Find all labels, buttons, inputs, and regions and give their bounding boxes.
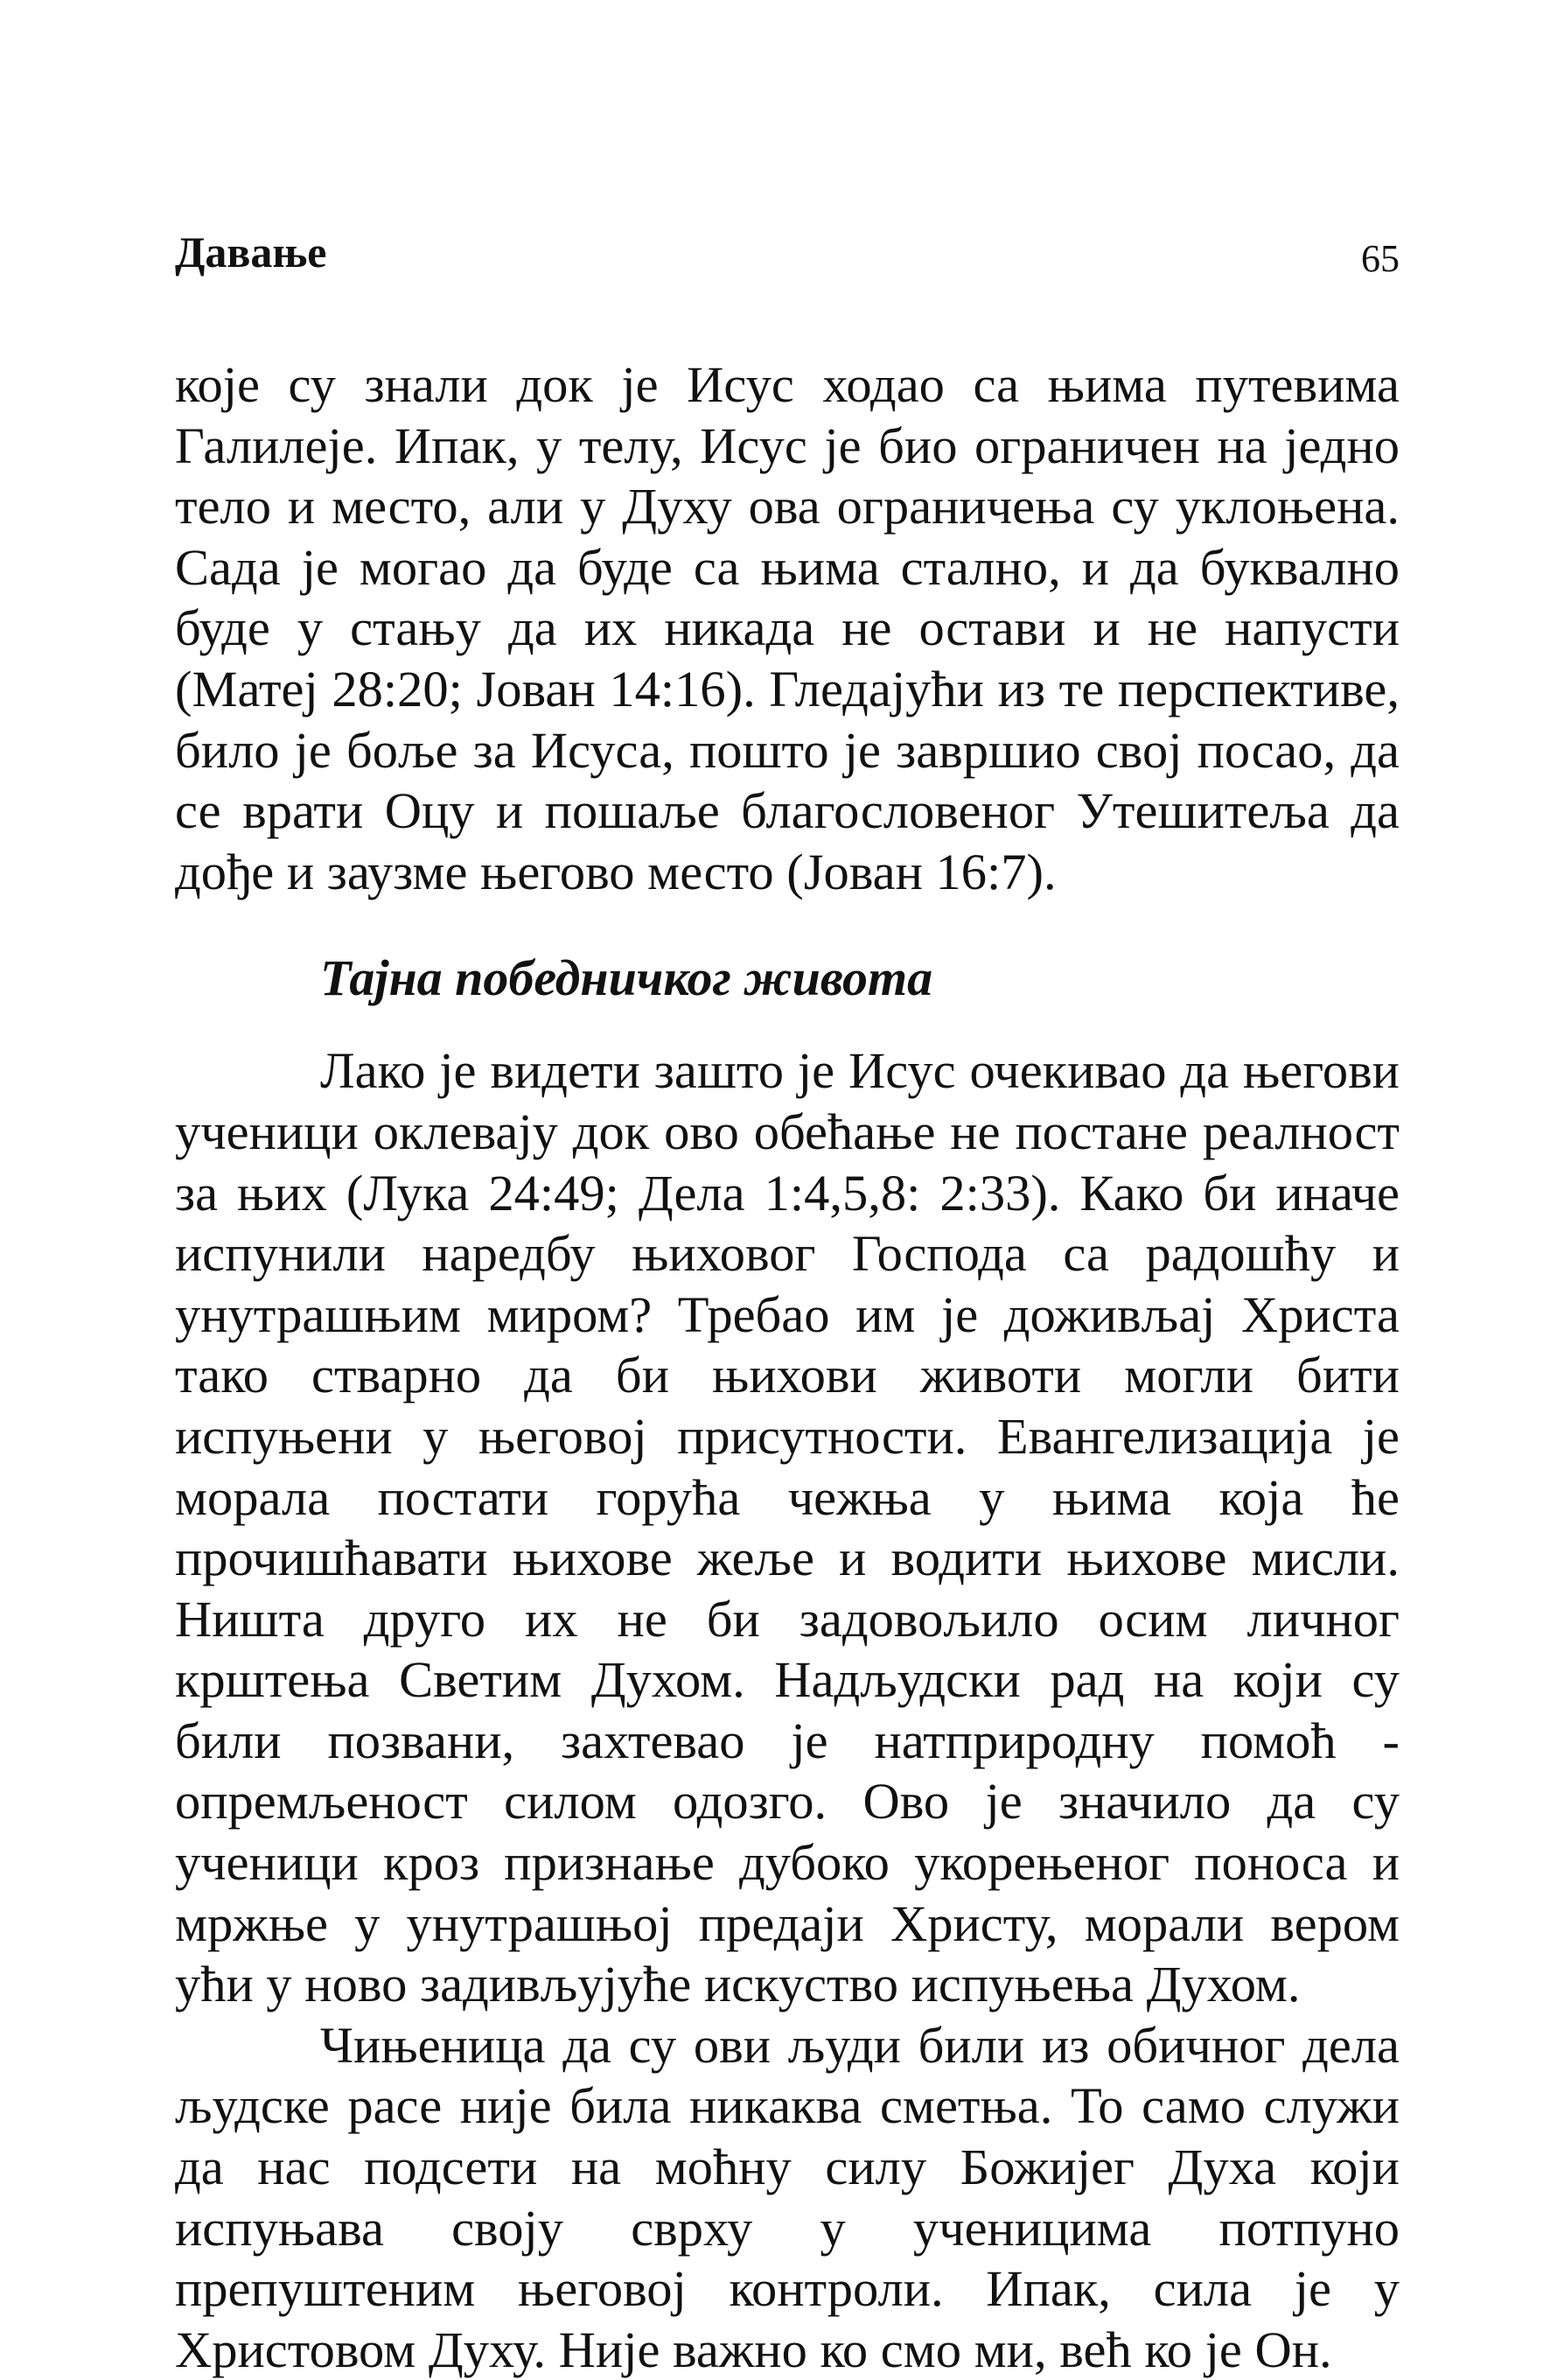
- section-heading: Тајна победничког живота: [320, 949, 933, 1007]
- chapter-title: Давање: [175, 228, 327, 276]
- paragraph: Чињеница да су ови људи били из обичног дела људске расе није била никаква сметња. То само служи да нас подсети на моћну силу Божијег Духа који испуњава своју сврху у ученицима потпуно препуштеним његовој контроли. Ипак, сила је у Христовом Духу. Није важно ко смо ми, већ ко је Он.: [175, 2016, 1400, 2378]
- paragraph-continuation: које су знали док је Исус ходао са њима путевима Галилеје. Ипак, у телу, Исус је био ограничен на једно тело и место, али у Духу ова ограничења су уклоњена. Сада је могао да буде са њима стално, и да буквално буде у стању да их никада не остави и не напусти (Матеј 28:20; Јован 14:16). Гледајући из те перспективе, било је боље за Исуса, пошто је завршио свој посао, да се врати Оцу и пошаље благословеног Утешитеља да дође и заузме његово место (Јован 16:7).: [175, 356, 1400, 900]
- running-head: [175, 226, 1400, 287]
- paragraph: Лако је видети зашто је Исус очекивао да његови ученици оклевају док ово обећање не постане реалност за њих (Лука 24:49; Дела 1:4,5,8: 2:33). Како би иначе испунили наредбу њиховог Господа са радошћу и унутрашњим миром? Требао им је доживљај Христа тако стварно да би њихови животи могли бити испуњени у његовој присутности. Евангелизација је морала постати горућа чежња у њима која ће прочишћавати њихове жеље и водити њихове мисли. Ништа друго их не би задовољило осим личног крштења Светим Духом. Надљудски рад на који су били позвани, захтевао је натприродну помоћ - опремљеност силом одозго. Ово је значило да су ученици кроз признање дубоко укорењеног поноса и мржње у унутрашњој предаји Христу, морали вером ући у ново задивљујуће искуство испуњења Духом.: [175, 1042, 1400, 2013]
- body-text: [175, 354, 1400, 2380]
- page-number: 65: [1361, 237, 1400, 280]
